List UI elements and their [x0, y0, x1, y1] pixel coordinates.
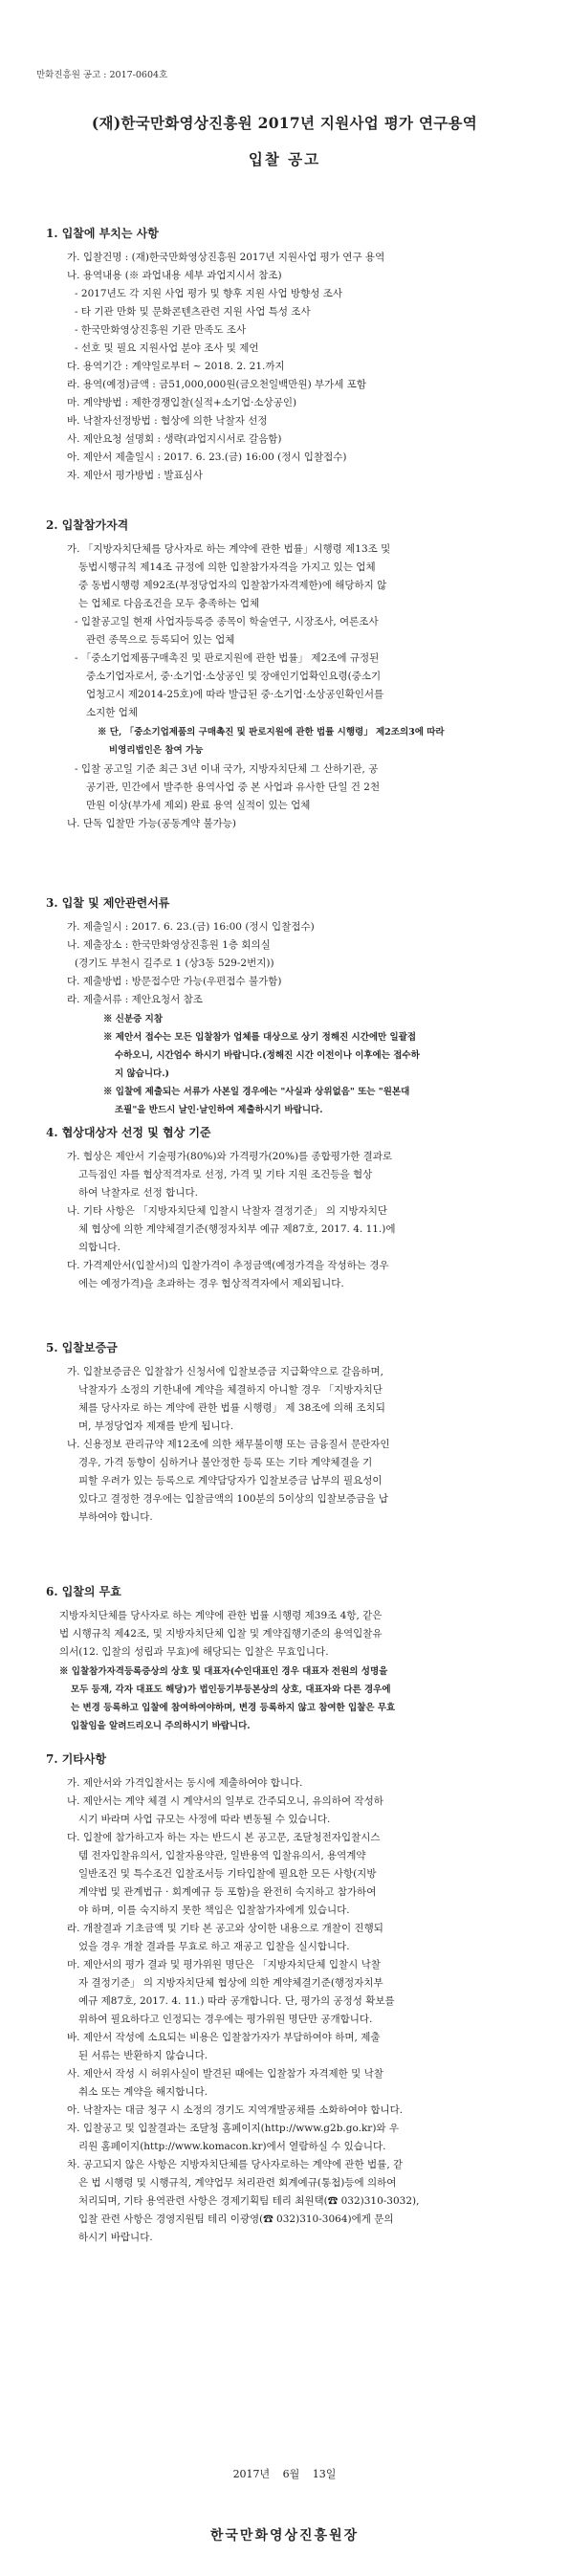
- item-evaluation-method: 자. 제안서 평가방법 : 발표심사: [67, 470, 203, 481]
- item-service-amount: 라. 용역(예정)금액 : 금51,000,000원(금오천일백만원) 부가세 포함: [67, 379, 367, 390]
- invalid-note: 입찰임을 알려드리오니 주의하시기 바랍니다.: [71, 1721, 251, 1731]
- title-line-1: (재)한국만화영상진흥원 2017년 지원사업 평가 연구용역: [91, 114, 478, 132]
- qualification-condition: 소지한 업체: [86, 707, 139, 718]
- negotiation-text: 체 협상에 의한 계약체결기준(행정자치부 예규 제87호, 2017. 4. 11.)에: [78, 1223, 396, 1235]
- section-heading: 2. 입찰참가자격: [46, 518, 129, 532]
- notice-date: 2017년 6월 13일: [232, 2468, 337, 2480]
- qualification-text: 중 동법시행령 제92조(부정당업자의 입찰참가자격제한)에 해당하지 않: [78, 580, 387, 591]
- other-text: 된 서류는 반환하지 않습니다.: [78, 2050, 208, 2061]
- other-text: 나. 제안서는 계약 체결 시 계약서의 일부로 간주되오니, 유의하여 작성하: [67, 1795, 383, 1807]
- section-documents: [46, 894, 543, 1120]
- other-text: 취소 또는 계약을 해지합니다.: [78, 2086, 208, 2098]
- qualification-note: 비영리법인은 참여 가능: [109, 745, 204, 756]
- other-text: 은 법 시행령 및 시행규칙, 계약업무 처리관련 회계예규(통첩)등에 의하여: [78, 2177, 397, 2189]
- bond-text: 나. 신용정보 관리규약 제12조에 의한 채무불이행 또는 금융질서 문란자인: [67, 1439, 390, 1450]
- invalid-text: 지방자치단체를 당사자로 하는 계약에 관한 법률 시행령 제39조 4항, 같은: [59, 1610, 383, 1621]
- section-bidding-items: [46, 225, 543, 485]
- section-heading: 3. 입찰 및 제안관련서류: [46, 896, 170, 910]
- other-text: 야 하며, 이를 숙지하지 못한 책임은 입찰참가자에게 있습니다.: [78, 1904, 350, 1916]
- bond-text: 피할 우려가 있는 등록으로 계약담당자가 입찰보증금 납부의 필요성이: [78, 1475, 383, 1486]
- other-text: 처리되며, 기타 용역관련 사항은 경제기획팀 테리 최원택(☎ 032)310-3032),: [78, 2195, 420, 2207]
- other-text: 었을 경우 개찰 결과를 무효로 하고 재공고 입찰을 실시합니다.: [78, 1941, 350, 1952]
- title-line-2: 입찰 공고: [248, 150, 321, 168]
- service-detail: - 2017년도 각 지원 사업 평가 및 향후 지원 사업 방향성 조사: [75, 288, 342, 299]
- qualification-text: 가. 「지방자치단체를 당사자로 하는 계약에 관한 법률」시행령 제13조 및: [67, 543, 391, 555]
- section-heading: 4. 협상대상자 선정 및 협상 기준: [46, 1126, 211, 1139]
- item-service-content: 나. 용역내용 (※ 과업내용 세부 과업지시서 참조): [67, 270, 282, 281]
- item-contract-method: 마. 계약방법 : 제한경쟁입찰(실적+소기업·소상공인): [67, 397, 297, 408]
- section-bid-bond: [46, 1339, 543, 1527]
- other-text: 사. 제안서 작성 시 허위사실이 발견된 때에는 입찰참가 자격제한 및 낙찰: [67, 2068, 383, 2080]
- bond-text: 부하여야 합니다.: [78, 1511, 153, 1523]
- other-text: 자. 입찰공고 및 입찰결과는 조달청 홈페이지(http://www.g2b.go.kr)와 우: [67, 2123, 400, 2134]
- other-text: 차. 공고되지 않은 사항은 지방자치단체를 당사자로하는 계약에 관한 법률, 같: [67, 2159, 404, 2170]
- negotiation-text: 나. 기타 사항은 「지방자치단체 입찰시 낙찰자 결정기준」 의 지방자치단: [67, 1205, 388, 1217]
- other-text: 예규 제87호, 2017. 4. 11.) 따라 공개합니다. 단, 평가의 공정성 확보를: [78, 1995, 395, 2007]
- document-note: 지 않습니다.): [115, 1068, 169, 1079]
- notice-title: [0, 112, 569, 169]
- qualification-condition: - 입찰 공고일 기준 최근 3년 이내 국가, 지방자치단체 그 산하기관, 공: [75, 763, 379, 775]
- section-qualifications: [46, 517, 543, 833]
- item-selection-method: 바. 낙찰자선정방법 : 협상에 의한 낙찰자 선정: [67, 415, 268, 427]
- qualification-text: 동법시행규칙 제14조 규정에 의한 입찰참가자격을 가지고 있는 업체: [78, 561, 376, 573]
- bond-text: 가. 입찰보증금은 입찰참가 신청서에 입찰보증금 지급확약으로 갈음하며,: [67, 1366, 383, 1377]
- other-text: 입찰 관련 사항은 경영지원팀 테리 이광영(☎ 032)310-3064)에게 문의: [78, 2213, 394, 2225]
- qualification-note: ※ 단, 「중소기업제품의 구매촉진 및 판로지원에 관한 법률 시행령」 제2조의3에 따라: [98, 727, 445, 738]
- qualification-text: 는 업체로 다음조건을 모두 충족하는 업체: [78, 598, 260, 609]
- item-submission-time: 아. 제안서 제출일시 : 2017. 6. 23.(금) 16:00 (정시 입찰접수): [67, 451, 347, 463]
- bond-text: 며, 부정당업자 제재를 받게 됩니다.: [78, 1420, 234, 1432]
- submission-address: (경기도 부천시 길주로 1 (상3동 529-2번지)): [75, 958, 274, 969]
- item-briefing: 사. 제안요청 설명회 : 생략(과업지시서로 갈음함): [67, 433, 282, 445]
- service-detail: - 타 기관 만화 및 문화콘텐츠관련 지원 사업 특성 조사: [75, 306, 311, 318]
- other-text: 일반조건 및 특수조건 입찰조서등 기타입찰에 필요한 모든 사항(지방: [78, 1868, 377, 1880]
- item-project-name: 가. 입찰건명 : (재)한국만화영상진흥원 2017년 지원사업 평가 연구 용역: [67, 252, 385, 263]
- invalid-note: 모두 등재, 각자 대표도 해당)가 법인등기부등본상의 상호, 대표자와 다른 경우에: [71, 1684, 391, 1695]
- qualification-condition: - 「중소기업제품구매촉진 및 판로지원에 관한 법률」 제2조에 규정된: [75, 652, 380, 664]
- document-note: ※ 신분증 지참: [103, 1014, 163, 1024]
- document-note: ※ 입찰에 제출되는 서류가 사본일 경우에는 "사실과 상위없음" 또는 "원본대: [103, 1087, 410, 1097]
- bond-text: 경우, 가격 동향이 심하거나 불안정한 등록 또는 기타 계약체결을 기: [78, 1457, 373, 1468]
- document-note: ※ 제안서 접수는 모든 입찰참가 업체를 대상으로 상기 정해진 시간에만 일괄접: [103, 1032, 417, 1043]
- document-note: 조필"을 반드시 날인·날인하여 제출하시기 바랍니다.: [115, 1105, 323, 1115]
- bond-text: 체를 당사자로 하는 계약에 관한 법률 시행령」 제 38조에 의해 조치되: [78, 1402, 385, 1414]
- other-text: 시기 바라며 사업 규모는 사정에 따라 변동될 수 있습니다.: [78, 1814, 331, 1825]
- section-heading: 1. 입찰에 부치는 사항: [46, 227, 159, 240]
- qualification-condition: 업청고시 제2014-25호)에 따라 발급된 중·소기업·소상공인확인서를: [86, 689, 384, 700]
- qualification-condition: 관련 종목으로 등록되어 있는 업체: [86, 634, 235, 646]
- negotiation-text: 가. 협상은 제안서 기술평가(80%)와 가격평가(20%)를 종합평가한 결과로: [67, 1151, 392, 1162]
- service-detail: - 한국만화영상진흥원 기관 만족도 조사: [75, 324, 247, 336]
- other-text: 마. 제안서의 평가 결과 및 평가위원 명단은 「지방자치단체 입찰시 낙찰: [67, 1959, 381, 1971]
- notice-number: 만화진흥원 공고 : 2017-0604호: [36, 70, 168, 80]
- qualification-text: 나. 단독 입찰만 가능(공동계약 불가능): [67, 818, 237, 829]
- submission-method: 다. 제출방법 : 방문접수만 가능(우편접수 불가함): [67, 976, 282, 987]
- other-text: 위하여 필요하다고 인정되는 경우에는 평가위원 명단만 공개합니다.: [78, 2014, 373, 2025]
- qualification-condition: - 입찰공고일 현재 사업자등록증 종목이 학술연구, 시장조사, 여론조사: [75, 616, 379, 627]
- service-detail: - 선호 및 필요 지원사업 분야 조사 및 제언: [75, 342, 259, 354]
- invalid-note: 는 변경 등록하고 입찰에 참여하여야하며, 변경 등록하지 않고 참여한 입찰은 무효: [71, 1703, 396, 1713]
- qualification-condition: 중소기업자로서, 중·소기업·소상공인 및 장애인기업확인요령(중소기: [86, 671, 382, 682]
- other-text: 템 전자입찰유의서, 입찰자용약관, 일반용역 입찰유의서, 용역계약: [78, 1850, 366, 1861]
- section-negotiation: [46, 1124, 543, 1293]
- negotiation-text: 의합니다.: [78, 1242, 120, 1253]
- qualification-condition: 만원 이상(부가세 제외) 완료 용역 실적이 있는 업체: [86, 800, 311, 811]
- other-text: 하시기 바랍니다.: [78, 2232, 153, 2243]
- other-text: 자 결정기준」 의 지방자치단체 협상에 의한 계약체결기준(행정자치부: [78, 1977, 383, 1989]
- other-text: 계약법 및 관계법규 · 회계예규 등 포함)을 완전히 숙지하고 참가하여: [78, 1886, 377, 1898]
- invalid-text: 법 시행규칙 제42조, 및 지방자치단체 입찰 및 계약집행기준의 용역입찰유: [59, 1628, 383, 1640]
- section-heading: 7. 기타사항: [46, 1752, 107, 1766]
- submission-date: 가. 제출일시 : 2017. 6. 23.(금) 16:00 (정시 입찰접수): [67, 921, 315, 933]
- submission-documents: 라. 제출서류 : 제안요청서 참조: [67, 994, 203, 1005]
- section-invalid-bid: [46, 1583, 543, 1736]
- invalid-text: 의서(12. 입찰의 성립과 무효)에 해당되는 입찰은 무효입니다.: [59, 1646, 329, 1658]
- negotiation-text: 하여 낙찰자로 선정 합니다.: [78, 1187, 198, 1199]
- issuer-name: 한국만화영상진흥원장: [209, 2528, 360, 2543]
- section-heading: 6. 입찰의 무효: [46, 1585, 121, 1598]
- other-text: 리원 홈페이지(http://www.komacon.kr)에서 열람하실 수 있습니다.: [78, 2141, 386, 2152]
- other-text: 아. 낙찰자는 대금 청구 시 소정의 경기도 지역개발공채를 소화하여야 합니다.: [67, 2104, 404, 2116]
- negotiation-text: 고득점인 자를 협상적격자로 선정, 가격 및 기타 지원 조건등을 협상: [78, 1169, 373, 1180]
- bond-text: 낙찰자가 소정의 기한내에 계약을 체결하지 아니할 경우 「지방자치단: [78, 1384, 383, 1396]
- bond-text: 있다고 결정한 경우에는 입찰금액의 100분의 5이상의 입찰보증금을 납: [78, 1493, 388, 1505]
- negotiation-text: 다. 가격제안서(입찰서)의 입찰가격이 추정금액(예정가격을 작성하는 경우: [67, 1260, 389, 1271]
- qualification-condition: 공기관, 민간에서 발주한 용역사업 중 본 사업과 유사한 단일 건 2천: [86, 782, 381, 793]
- other-text: 라. 개찰결과 기초금액 및 기타 본 공고와 상이한 내용으로 개찰이 진행되: [67, 1923, 383, 1934]
- section-others: [46, 1750, 543, 2247]
- section-heading: 5. 입찰보증금: [46, 1341, 118, 1354]
- item-service-period: 다. 용역기간 : 계약일로부터 ~ 2018. 2. 21.까지: [67, 361, 285, 372]
- other-text: 다. 입찰에 참가하고자 하는 자는 반드시 본 공고문, 조달청전자입찰시스: [67, 1832, 381, 1843]
- other-text: 가. 제안서와 가격입찰서는 동시에 제출하여야 합니다.: [67, 1777, 303, 1789]
- invalid-note: ※ 입찰참가자격등록증상의 상호 및 대표자(수인대표인 경우 대표자 전원의 성명을: [59, 1666, 388, 1677]
- other-text: 바. 제안서 작성에 소요되는 비용은 입찰참가자가 부담하여야 하며, 제출: [67, 2032, 381, 2043]
- submission-place: 나. 제출장소 : 한국만화영상진흥원 1층 회의실: [67, 939, 271, 951]
- document-note: 수하오니, 시간엄수 하시기 바랍니다.(정해진 시간 이전이나 이후에는 접수하: [115, 1050, 420, 1061]
- negotiation-text: 에는 예정가격)을 초과하는 경우 협상적격자에서 제외됩니다.: [78, 1278, 344, 1289]
